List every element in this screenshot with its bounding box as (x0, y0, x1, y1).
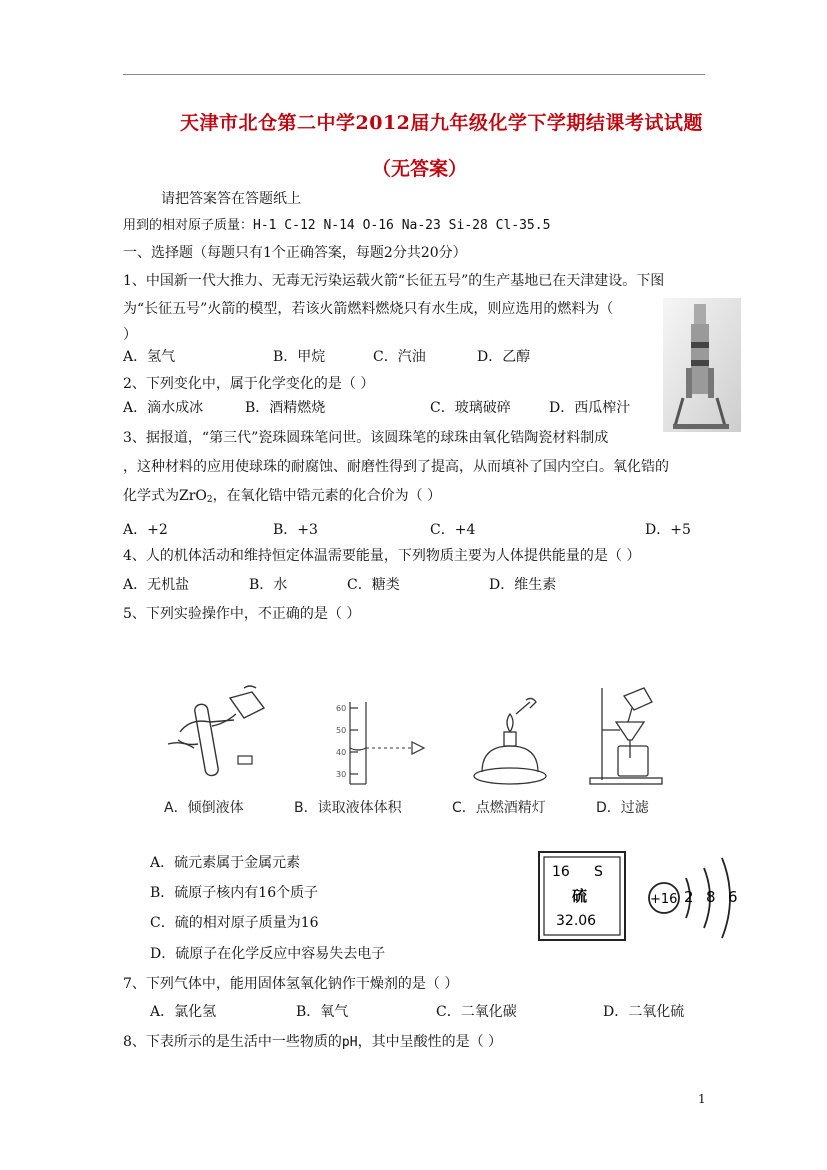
q1-line1: 1、中国新一代大推力、无毒无污染运载火箭“长征五号”的生产基地已在天津建设。下图 (123, 273, 665, 289)
element-symbol: S (594, 864, 603, 880)
element-mass: 32.06 (556, 913, 597, 929)
element-name: 硫 (572, 887, 588, 905)
q5-stem: 5、下列实验操作中，不正确的是（ ） (123, 606, 361, 622)
q4-option-d: D．维生素 (489, 577, 557, 593)
q1-line3: ） (123, 327, 137, 343)
q2-option-a: A．滴水成冰 (123, 400, 204, 416)
q4-option-a: A．无机盐 (123, 577, 190, 593)
cylinder-tick-60: 60 (336, 704, 347, 713)
figure-c-alcohol-lamp (468, 692, 558, 788)
sulfur-element-card (538, 851, 626, 941)
shell-2: 8 (706, 888, 716, 906)
q7-option-b: B．氧气 (296, 1004, 349, 1020)
q4-stem: 4、人的机体活动和维持恒定体温需要能量，下列物质主要为人体提供能量的是（ ） (123, 548, 641, 564)
q3-line1: 3、据报道，“第三代”瓷珠圆珠笔问世。该圆珠笔的球珠由氧化锆陶瓷材料制成 (123, 430, 609, 446)
q8-stem: 8、下表所示的是生活中一些物质的pH，其中呈酸性的是（ ） (123, 1034, 503, 1050)
instruction-text: 请把答案答在答题纸上 (161, 191, 301, 207)
sulfur-atom-diagram (644, 852, 744, 942)
cylinder-tick-50: 50 (336, 726, 347, 735)
page-subtitle: （无答案） (372, 158, 468, 180)
section-heading: 一、选择题（每题只有1个正确答案，每题2分共20分） (123, 245, 467, 261)
caption-a: A．倾倒液体 (164, 800, 244, 816)
shell-1: 2 (684, 888, 694, 906)
q7-option-d: D．二氧化硫 (603, 1004, 685, 1020)
q3-option-c: C．+4 (430, 522, 476, 538)
q3-option-a: A．+2 (123, 522, 168, 538)
q3-line2: ，这种材料的应用使球珠的耐腐蚀、耐磨性得到了提高，从而填补了国内空白。氧化锆的 (123, 459, 669, 475)
q6-option-a: A．硫元素属于金属元素 (150, 855, 301, 871)
element-number: 16 (552, 864, 570, 880)
q3-line3: 化学式为ZrO$_2$，在氧化锆中锆元素的化合价为（ ） (123, 488, 442, 505)
figure-a-pouring (160, 684, 270, 784)
q2-option-b: B．酒精燃烧 (245, 400, 326, 416)
q6-option-d: D．硫原子在化学反应中容易失去电子 (150, 946, 386, 962)
caption-b: B．读取液体体积 (294, 800, 402, 816)
q7-stem: 7、下列气体中，能用固体氢氧化钠作干燥剂的是（ ） (123, 976, 459, 992)
q2-stem: 2、下列变化中，属于化学变化的是（ ） (123, 376, 375, 392)
rocket-model-image (663, 298, 741, 432)
caption-c: C．点燃酒精灯 (452, 800, 546, 816)
q4-option-b: B．水 (249, 577, 288, 593)
figure-b-reading-volume (328, 700, 440, 786)
atomic-masses: 用到的相对原子质量：H-1 C-12 N-14 O-16 Na-23 Si-28 Cl-35.5 (123, 218, 551, 233)
shell-3: 6 (728, 888, 738, 906)
q4-option-c: C．糖类 (347, 577, 400, 593)
q3-option-d: D．+5 (645, 522, 691, 538)
page-number: 1 (698, 1092, 706, 1106)
figure-d-filtration (588, 684, 668, 788)
q1-option-d: D．乙醇 (477, 349, 531, 365)
q7-option-c: C．二氧化碳 (436, 1004, 517, 1020)
caption-d: D．过滤 (596, 800, 649, 816)
cylinder-tick-40: 40 (336, 748, 347, 757)
q1-line2: 为“长征五号”火箭的模型，若该火箭燃料燃烧只有水生成，则应选用的燃料为（ (123, 301, 614, 317)
q6-option-c: C．硫的相对原子质量为16 (150, 915, 319, 931)
q3-option-b: B．+3 (273, 522, 318, 538)
q1-option-a: A．氢气 (123, 349, 176, 365)
cylinder-tick-30: 30 (336, 770, 347, 779)
q6-option-b: B．硫原子核内有16个质子 (150, 885, 319, 901)
atom-nucleus: +16 (650, 892, 678, 907)
q1-option-c: C．汽油 (373, 349, 426, 365)
header-rule (123, 74, 705, 75)
q2-option-c: C．玻璃破碎 (430, 400, 511, 416)
q1-option-b: B．甲烷 (273, 349, 326, 365)
q7-option-a: A．氯化氢 (150, 1004, 217, 1020)
page-title: 天津市北仓第二中学2012届九年级化学下学期结课考试试题 (180, 112, 703, 134)
q2-option-d: D．西瓜榨汁 (549, 400, 631, 416)
